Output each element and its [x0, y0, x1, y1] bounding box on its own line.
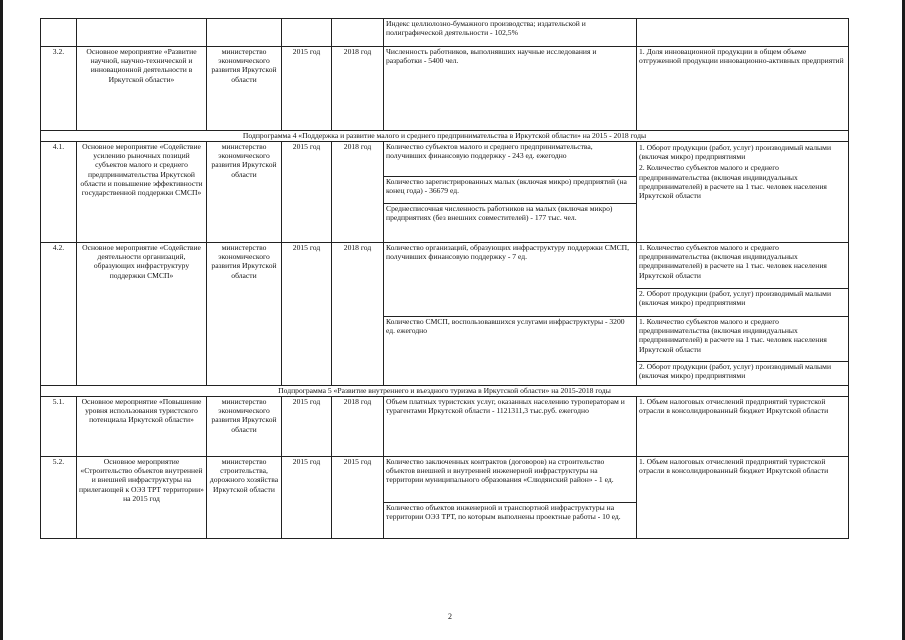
result-cell: 1. Количество субъектов малого и среднего предпринимательства (включая индивидуальных предпринимателей) в расчете на 1 тыс. человек населения Иркутской области — [637, 317, 849, 362]
subprogram-header-row — [41, 386, 849, 397]
page-number: 2 — [448, 612, 452, 621]
executor-cell — [207, 19, 282, 47]
table-row — [41, 243, 849, 289]
end-cell: 2018 год — [332, 243, 384, 386]
event-cell: Основное мероприятие «Повышение уровня использования туристского потенциала Иркутской области» — [77, 397, 207, 457]
event-cell: Основное мероприятие «Развитие научной, научно-технической и инновационной деятельности в Иркутской области» — [77, 47, 207, 131]
program-events-table — [40, 18, 849, 539]
result-cell: 1. Объем налоговых отчислений предприятий туристской отрасли в консолидированный бюджет Иркутской области — [637, 397, 849, 457]
start-cell: 2015 год — [282, 47, 332, 131]
subprogram-header-row — [41, 131, 849, 142]
event-cell: Основное мероприятие «Содействие деятельности организаций, образующих инфраструктуру поддержки СМСП» — [77, 243, 207, 386]
result-item: 2. Количество субъектов малого и среднего предпринимательства (включая индивидуальных предпринимателей) в расчете на 1 тыс. человек населения Иркутской области — [639, 163, 827, 201]
start-cell: 2015 год — [282, 243, 332, 386]
result-cell: 2. Оборот продукции (работ, услуг) производимый малыми (включая микро) предприятиями — [637, 362, 849, 386]
end-cell: 2018 год — [332, 47, 384, 131]
event-cell: Основное мероприятие «Строительство объектов внутренней и внешней инфраструктуры на прилегающей к ОЭЗ ТРТ территории» на 2015 год — [77, 457, 207, 539]
indicator-cell: Индекс целлюлозно-бумажного производства; издательской и полиграфической деятельности - 102,5% — [384, 19, 637, 47]
executor-cell: министерство строительства, дорожного хозяйства Иркутской области — [207, 457, 282, 539]
indicator-cell: Количество субъектов малого и среднего предпринимательства, получивших финансовую поддержку - 243 ед. ежегодно — [384, 142, 637, 177]
end-cell: 2015 год — [332, 457, 384, 539]
indicator-cell: Среднесписочная численность работников на малых (включая микро) предприятиях (без внешних совместителей) - 177 тыс. чел. — [384, 204, 637, 243]
subprogram-title: Подпрограмма 4 «Поддержка и развитие малого и среднего предпринимательства в Иркутской области» на 2015 - 2018 годы — [41, 131, 849, 142]
table-row — [41, 19, 849, 47]
start-cell: 2015 год — [282, 397, 332, 457]
start-cell: 2015 год — [282, 142, 332, 243]
subprogram-title: Подпрограмма 5 «Развитие внутреннего и въездного туризма в Иркутской области» на 2015-2018 годы — [41, 386, 849, 397]
scan-edge-left — [0, 0, 3, 640]
indicator-cell: Количество зарегистрированных малых (включая микро) предприятий (на конец года) - 36679 ед. — [384, 177, 637, 204]
start-cell — [282, 19, 332, 47]
num-cell: 4.1. — [41, 142, 77, 243]
executor-cell: министерство экономического развития Иркутской области — [207, 142, 282, 243]
table-row — [41, 457, 849, 503]
executor-cell: министерство экономического развития Иркутской области — [207, 47, 282, 131]
executor-cell: министерство экономического развития Иркутской области — [207, 243, 282, 386]
num-cell: 5.2. — [41, 457, 77, 539]
num-cell: 3.2. — [41, 47, 77, 131]
result-cell: 1. Доля инновационной продукции в общем объеме отгруженной продукции инновационно-активных предприятий — [637, 47, 849, 131]
num-cell: 4.2. — [41, 243, 77, 386]
indicator-cell: Количество СМСП, воспользовавшихся услугами инфраструктуры - 3200 ед. ежегодно — [384, 317, 637, 386]
num-cell: 5.1. — [41, 397, 77, 457]
result-cell — [637, 142, 849, 243]
num-cell — [41, 19, 77, 47]
result-cell: 1. Количество субъектов малого и среднего предпринимательства (включая индивидуальных предпринимателей) в расчете на 1 тыс. человек населения Иркутской области — [637, 243, 849, 289]
indicator-cell: Количество объектов инженерной и транспортной инфраструктуры на территории ОЭЗ ТРТ, по которым выполнены проектные работы - 10 ед. — [384, 503, 637, 539]
indicator-cell: Количество организаций, образующих инфраструктуру поддержки СМСП, получивших финансовую поддержку - 7 ед. — [384, 243, 637, 317]
result-item: 1. Оборот продукции (работ, услуг) производимый малыми (включая микро) предприятиями — [639, 143, 832, 162]
indicator-cell: Объем платных туристских услуг, оказанных населению туроператорам и турагентами Иркутской области - 1121311,3 тыс.руб. ежегодно — [384, 397, 637, 457]
start-cell: 2015 год — [282, 457, 332, 539]
executor-cell: министерство экономического развития Иркутской области — [207, 397, 282, 457]
table-row — [41, 142, 849, 177]
result-cell: 1. Объем налоговых отчислений предприятий туристской отрасли в консолидированный бюджет Иркутской области — [637, 457, 849, 539]
end-cell: 2018 год — [332, 142, 384, 243]
result-cell: 2. Оборот продукции (работ, услуг) производимый малыми (включая микро) предприятиями — [637, 289, 849, 317]
event-cell: Основное мероприятие «Содействие усилению рыночных позиций субъектов малого и среднего предпринимательства Иркутской области и повышение эффективности государственной поддержки СМСП» — [77, 142, 207, 243]
end-cell: 2018 год — [332, 397, 384, 457]
end-cell — [332, 19, 384, 47]
event-cell — [77, 19, 207, 47]
indicator-cell: Количество заключенных контрактов (договоров) на строительство объектов внешней и внутренней инженерной инфраструктуры на территории муниципального образования «Слюдянский район» - 1 ед. — [384, 457, 637, 503]
table-row — [41, 47, 849, 131]
result-cell — [637, 19, 849, 47]
table-row — [41, 397, 849, 457]
indicator-cell: Численность работников, выполнявших научные исследования и разработки - 5400 чел. — [384, 47, 637, 131]
